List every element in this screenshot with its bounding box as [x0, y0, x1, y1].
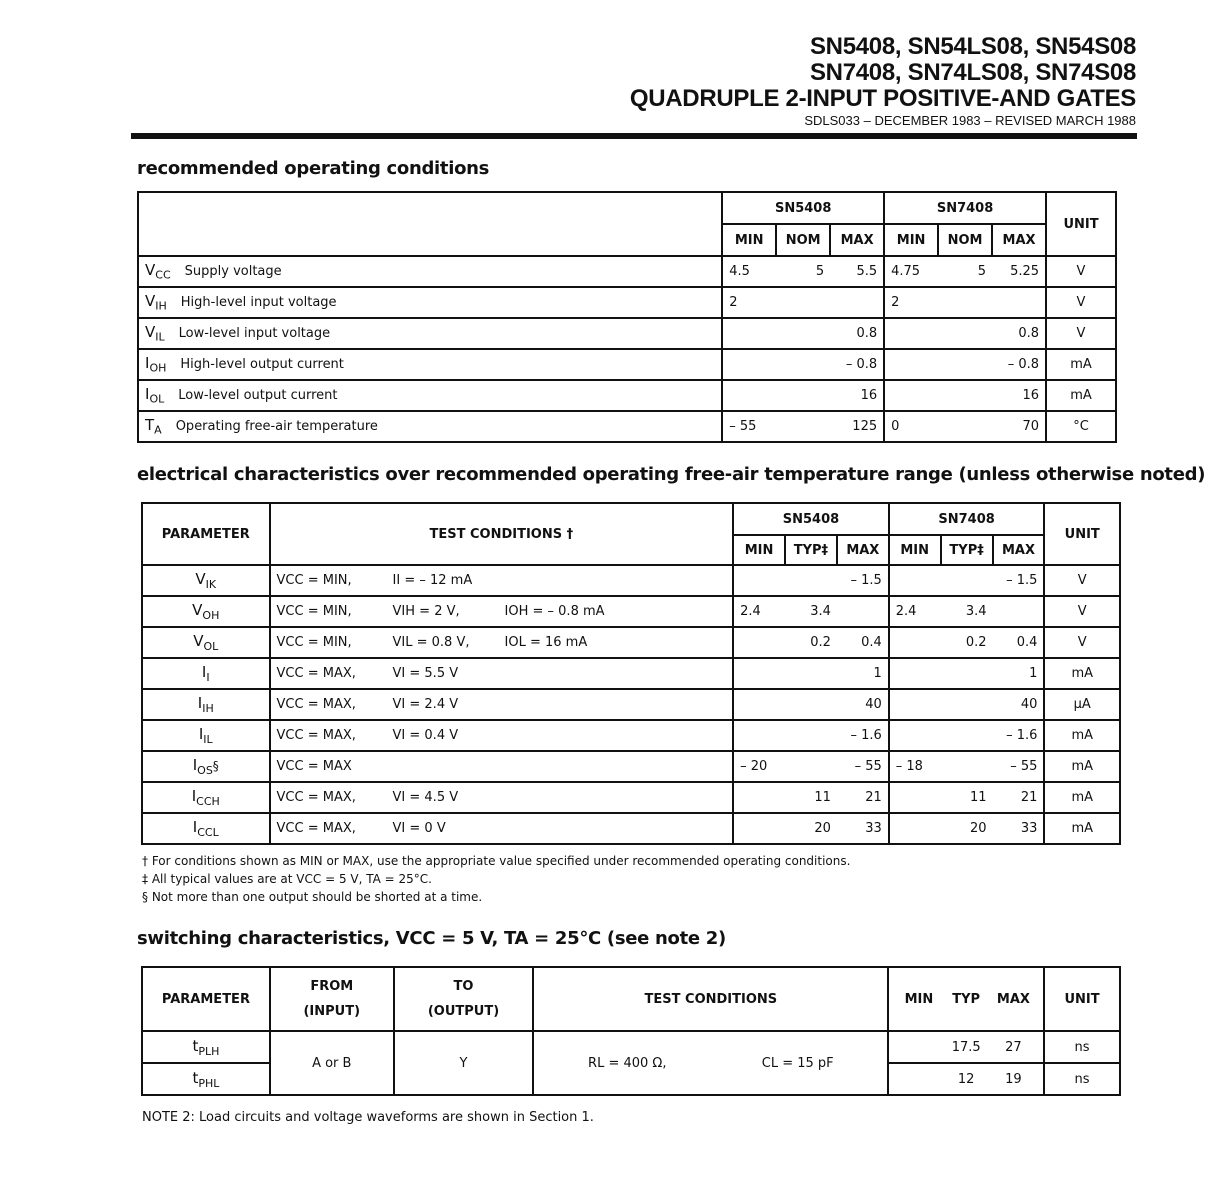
roc-value [830, 287, 884, 318]
ec-symbol: I [201, 663, 207, 681]
roc-value [938, 380, 992, 411]
ec-test-conditions-cell [270, 720, 734, 751]
ec-test-condition [505, 666, 705, 681]
roc-table [137, 191, 1117, 443]
ec-unit: V [1044, 627, 1120, 658]
ec-test-condition: VCC = MAX, [276, 790, 356, 805]
ec-value: 33 [993, 813, 1045, 844]
ec-value [733, 720, 785, 751]
ec-symbol-sub: OH [202, 609, 220, 622]
roc-value: 2 [722, 287, 776, 318]
ec-test-conditions-row [277, 573, 727, 588]
ec-test-condition [393, 759, 505, 774]
ec-test-conditions-cell [270, 813, 734, 844]
ec-test-condition [505, 790, 705, 805]
ec-unit: V [1044, 565, 1120, 596]
ec-test-conditions-row [277, 821, 727, 836]
roc-value [884, 349, 938, 380]
roc-symbol: I [145, 385, 150, 404]
roc-value: 70 [992, 411, 1046, 442]
roc-device2-header: SN7408 [884, 192, 1046, 224]
roc-parameter-cell [138, 318, 722, 349]
sw-to-label: TO [453, 979, 474, 994]
ec-symbol-sub: IH [202, 702, 214, 715]
ec-unit: mA [1044, 813, 1120, 844]
ec-test-condition: VCC = MAX, [276, 728, 356, 743]
roc-value: – 0.8 [992, 349, 1046, 380]
ec-symbol: V [192, 601, 203, 619]
ec-value [941, 689, 993, 720]
ec-unit: mA [1044, 720, 1120, 751]
ec-value: 0.4 [993, 627, 1045, 658]
sw-minmax-header [888, 967, 1044, 1031]
ec-test-condition: II = – 12 mA [392, 573, 473, 588]
table-row [142, 751, 1120, 782]
ec-symbol-sub: OS [197, 764, 213, 777]
roc-description: Operating free-air temperature [175, 419, 378, 435]
sw-unit-tphl: ns [1044, 1063, 1120, 1095]
ec-test-condition: IOH = – 0.8 mA [504, 604, 605, 619]
sw-param-tplh: $t_{PLH}$ [142, 1031, 270, 1063]
roc-value [722, 380, 776, 411]
roc-value: 4.5 [722, 256, 776, 287]
ec-test-condition: VIL = 0.8 V, [392, 635, 470, 650]
roc-value: 125 [830, 411, 884, 442]
footnote-section: § Not more than one output should be shorted at a time. [142, 890, 483, 904]
ec-parameter-cell [142, 565, 270, 596]
table-row [138, 318, 1116, 349]
table-row [142, 813, 1120, 844]
ec-test-condition [505, 759, 705, 774]
ec-parameter-cell [142, 782, 270, 813]
sw-parameter-header: PARAMETER [142, 967, 270, 1031]
ec-value: 21 [993, 782, 1045, 813]
ec-symbol-sub: CCH [196, 795, 220, 808]
ec-footnotes [142, 852, 850, 906]
ec-parameter-cell [142, 720, 270, 751]
roc-title: recommended operating conditions [137, 158, 490, 179]
table-row [142, 596, 1120, 627]
roc-value: 4.75 [884, 256, 938, 287]
roc-device1-header: SN5408 [722, 192, 884, 224]
roc-description: High-level output current [180, 357, 344, 373]
roc-description: Supply voltage [184, 264, 282, 280]
table-row [138, 287, 1116, 318]
roc-value [776, 411, 830, 442]
sw-title: switching characteristics, VCC = 5 V, TA = 25°C (see note 2) [137, 928, 726, 949]
roc-value: 0.8 [992, 318, 1046, 349]
ec-value: 33 [837, 813, 889, 844]
roc-col-1-2: MAX [830, 224, 884, 256]
ec-value: – 1.6 [993, 720, 1045, 751]
roc-parameter-cell [138, 411, 722, 442]
note-2: NOTE 2: Load circuits and voltage waveforms are shown in Section 1. [142, 1110, 594, 1125]
ec-value [785, 720, 837, 751]
ec-test-conditions-cell [270, 689, 734, 720]
footnote-double-dagger: ‡ All typical values are at VCC = 5 V, TA = 25°C. [142, 872, 432, 886]
ec-test-condition [505, 728, 705, 743]
roc-value: 16 [830, 380, 884, 411]
ec-col-1-1: TYP‡ [785, 535, 837, 565]
table-row [138, 349, 1116, 380]
document-header [630, 34, 1136, 128]
ec-col-2-2: MAX [993, 535, 1045, 565]
ec-value [889, 565, 941, 596]
ec-value: 0.2 [785, 627, 837, 658]
ec-symbol: I [197, 694, 203, 712]
ec-test-condition: IOL = 16 mA [504, 635, 588, 650]
ec-unit: mA [1044, 751, 1120, 782]
sw-test-conditions-value [533, 1031, 888, 1095]
roc-value: – 55 [722, 411, 776, 442]
roc-value [776, 380, 830, 411]
ec-symbol: I [192, 818, 198, 836]
sw-from-header [270, 967, 394, 1031]
ec-value: 11 [785, 782, 837, 813]
roc-value [776, 349, 830, 380]
roc-parameter-cell [138, 287, 722, 318]
ec-test-condition: VCC = MIN, [276, 573, 352, 588]
roc-symbol-sub: IH [155, 299, 167, 313]
sw-to-header [394, 967, 534, 1031]
ec-test-conditions-cell [270, 596, 734, 627]
roc-description: Low-level input voltage [178, 326, 331, 342]
ec-value [785, 751, 837, 782]
roc-col-2-2: MAX [992, 224, 1046, 256]
roc-parameter-cell [138, 256, 722, 287]
ec-test-conditions-cell [270, 782, 734, 813]
ec-test-condition: VI = 0 V [392, 821, 446, 836]
roc-col-2-0: MIN [884, 224, 938, 256]
ec-test-condition: VCC = MAX, [276, 697, 356, 712]
roc-value [938, 318, 992, 349]
ec-test-condition: VCC = MIN, [276, 604, 352, 619]
sw-test-conditions-header: TEST CONDITIONS [533, 967, 888, 1031]
ec-unit-header: UNIT [1044, 503, 1120, 565]
ec-value: 21 [837, 782, 889, 813]
sw-values-tphl: 12 19 [888, 1063, 1044, 1095]
ec-value [941, 565, 993, 596]
ec-value [837, 596, 889, 627]
document-reference: SDLS033 – DECEMBER 1983 – REVISED MARCH 1988 [804, 113, 1136, 128]
ec-value: – 55 [993, 751, 1045, 782]
ec-value: – 20 [733, 751, 785, 782]
sw-from-label: FROM [310, 979, 354, 994]
ec-test-conditions-row [277, 697, 727, 712]
roc-col-1-0: MIN [722, 224, 776, 256]
roc-symbol-sub: CC [155, 268, 171, 282]
ec-title: electrical characteristics over recommended operating free-air temperature range (unless otherwise noted) [137, 464, 1206, 485]
ec-value: 0.4 [837, 627, 889, 658]
roc-symbol-sub: OH [149, 361, 167, 375]
roc-value: 16 [992, 380, 1046, 411]
ec-device1-header: SN5408 [733, 503, 889, 535]
ec-value [941, 751, 993, 782]
ec-value [733, 627, 785, 658]
ec-value [733, 565, 785, 596]
ec-symbol-mark: § [212, 759, 219, 773]
ec-test-condition: VCC = MAX [276, 759, 352, 774]
ec-col-2-0: MIN [889, 535, 941, 565]
ec-test-condition: VI = 2.4 V [392, 697, 459, 712]
roc-value: 0 [884, 411, 938, 442]
ec-test-condition: VI = 5.5 V [392, 666, 459, 681]
ec-symbol: V [195, 570, 206, 588]
ec-test-conditions-cell [270, 565, 734, 596]
roc-symbol-sub: IL [155, 330, 165, 344]
roc-value: 2 [884, 287, 938, 318]
ec-value [733, 782, 785, 813]
ec-value [733, 689, 785, 720]
roc-unit: V [1046, 287, 1116, 318]
ec-value: 2.4 [889, 596, 941, 627]
roc-value: 5 [776, 256, 830, 287]
table-row [142, 565, 1120, 596]
ec-value: 3.4 [941, 596, 993, 627]
roc-blank-header [138, 192, 722, 256]
ec-value [785, 565, 837, 596]
ec-value [889, 813, 941, 844]
ec-value: 1 [993, 658, 1045, 689]
ec-test-condition [505, 697, 705, 712]
ec-symbol: V [193, 632, 204, 650]
ec-test-condition: VI = 4.5 V [392, 790, 459, 805]
ec-test-condition [505, 821, 705, 836]
ec-col-1-0: MIN [733, 535, 785, 565]
sw-tc-rl: RL = 400 Ω, [588, 1055, 667, 1071]
ec-value: – 1.5 [837, 565, 889, 596]
roc-description: High-level input voltage [180, 295, 337, 311]
ec-parameter-cell [142, 813, 270, 844]
ec-test-conditions-cell [270, 751, 734, 782]
ec-parameter-header: PARAMETER [142, 503, 270, 565]
roc-description: Low-level output current [178, 388, 338, 404]
header-rule [131, 133, 1137, 139]
ec-value [733, 813, 785, 844]
ec-value: 20 [785, 813, 837, 844]
ec-value: 2.4 [733, 596, 785, 627]
ec-unit: mA [1044, 782, 1120, 813]
ec-test-conditions-cell [270, 658, 734, 689]
table-row [142, 720, 1120, 751]
ec-unit: V [1044, 596, 1120, 627]
ec-value [785, 658, 837, 689]
ec-value: 20 [941, 813, 993, 844]
ec-value: 3.4 [785, 596, 837, 627]
ec-test-conditions-row [277, 666, 727, 681]
roc-value [938, 349, 992, 380]
ec-value: – 18 [889, 751, 941, 782]
ec-symbol-sub: CCL [197, 826, 219, 839]
ec-value: 40 [837, 689, 889, 720]
table-row [138, 380, 1116, 411]
ec-parameter-cell [142, 658, 270, 689]
ec-unit: mA [1044, 658, 1120, 689]
ec-symbol-sub: I [206, 671, 210, 684]
sw-table [141, 966, 1121, 1096]
ec-test-conditions-cell [270, 627, 734, 658]
ec-value [941, 658, 993, 689]
part-numbers-line-1: SN5408, SN54LS08, SN54S08 [809, 33, 1136, 60]
ec-value: 40 [993, 689, 1045, 720]
ec-test-condition: VCC = MAX, [276, 821, 356, 836]
roc-value [722, 349, 776, 380]
roc-value [938, 411, 992, 442]
ec-test-conditions-header: TEST CONDITIONS † [270, 503, 734, 565]
sw-unit-header: UNIT [1044, 967, 1120, 1031]
sw-col-typ: TYP [952, 991, 981, 1007]
roc-value: 5 [938, 256, 992, 287]
table-row [142, 658, 1120, 689]
ec-symbol-sub: OL [203, 640, 219, 653]
sw-param-tphl: $t_{PHL}$ [142, 1063, 270, 1095]
ec-test-condition: VCC = MIN, [276, 635, 352, 650]
ec-test-condition: VI = 0.4 V [392, 728, 459, 743]
roc-symbol-sub: OL [149, 392, 165, 406]
ec-value [889, 658, 941, 689]
footnote-dagger: † For conditions shown as MIN or MAX, use the appropriate value specified under recommended operating conditions. [142, 854, 851, 868]
ec-parameter-cell [142, 689, 270, 720]
ec-test-condition [505, 573, 705, 588]
ec-value: 1 [837, 658, 889, 689]
ec-value: – 55 [837, 751, 889, 782]
ec-symbol-sub: IK [205, 578, 217, 591]
ec-test-conditions-row [277, 635, 727, 650]
ec-symbol: I [191, 787, 197, 805]
table-row [138, 411, 1116, 442]
ec-device2-header: SN7408 [889, 503, 1045, 535]
roc-value [884, 318, 938, 349]
ec-parameter-cell [142, 627, 270, 658]
ec-value [785, 689, 837, 720]
roc-value: 0.8 [830, 318, 884, 349]
roc-parameter-cell [138, 349, 722, 380]
sw-values-tplh: 17.5 27 [888, 1031, 1044, 1063]
ec-table [141, 502, 1121, 845]
table-row [142, 627, 1120, 658]
roc-value [992, 287, 1046, 318]
sw-unit-tplh: ns [1044, 1031, 1120, 1063]
table-row [142, 782, 1120, 813]
roc-symbol-sub: A [154, 423, 162, 437]
roc-symbol: I [145, 354, 150, 373]
ec-symbol: I [198, 725, 204, 743]
ec-symbol: I [192, 756, 198, 774]
part-numbers-line-2: SN7408, SN74LS08, SN74S08 [809, 59, 1136, 86]
ec-test-condition: VCC = MAX, [276, 666, 356, 681]
ec-value [733, 658, 785, 689]
ec-unit: μA [1044, 689, 1120, 720]
table-row [138, 256, 1116, 287]
roc-unit: V [1046, 256, 1116, 287]
ec-value [889, 627, 941, 658]
roc-unit: V [1046, 318, 1116, 349]
roc-symbol: T [145, 416, 155, 435]
ec-test-condition: VIH = 2 V, [392, 604, 460, 619]
ec-value [889, 720, 941, 751]
roc-unit: mA [1046, 349, 1116, 380]
ec-value: 0.2 [941, 627, 993, 658]
ec-test-conditions-row [277, 759, 727, 774]
ec-parameter-cell [142, 596, 270, 627]
ec-col-1-2: MAX [837, 535, 889, 565]
roc-unit-header: UNIT [1046, 192, 1116, 256]
roc-symbol: V [145, 261, 156, 280]
sw-to-value: Y [394, 1031, 534, 1095]
ec-col-2-1: TYP‡ [941, 535, 993, 565]
sw-from-value: A or B [270, 1031, 394, 1095]
table-row [142, 689, 1120, 720]
sw-from-sub: (INPUT) [303, 1004, 361, 1019]
ec-value: 11 [941, 782, 993, 813]
roc-value [722, 318, 776, 349]
ec-value [941, 720, 993, 751]
roc-col-1-1: NOM [776, 224, 830, 256]
ec-parameter-cell [142, 751, 270, 782]
roc-value [776, 287, 830, 318]
ec-value: – 1.5 [993, 565, 1045, 596]
ec-test-conditions-row [277, 790, 727, 805]
sw-tc-cl: CL = 15 pF [761, 1055, 834, 1071]
sw-col-min: MIN [904, 991, 934, 1007]
ec-value [889, 782, 941, 813]
roc-value: – 0.8 [830, 349, 884, 380]
roc-unit: °C [1046, 411, 1116, 442]
roc-col-2-1: NOM [938, 224, 992, 256]
ec-value: – 1.6 [837, 720, 889, 751]
sw-col-max: MAX [996, 991, 1030, 1007]
roc-unit: mA [1046, 380, 1116, 411]
ec-symbol-sub: IL [203, 733, 213, 746]
ec-test-conditions-row [277, 728, 727, 743]
roc-parameter-cell [138, 380, 722, 411]
roc-value: 5.5 [830, 256, 884, 287]
device-title: QUADRUPLE 2-INPUT POSITIVE-AND GATES [629, 85, 1136, 112]
ec-value [889, 689, 941, 720]
roc-value [938, 287, 992, 318]
roc-symbol: V [145, 323, 156, 342]
roc-value: 5.25 [992, 256, 1046, 287]
ec-value [993, 596, 1045, 627]
ec-test-conditions-row [277, 604, 727, 619]
roc-symbol: V [145, 292, 156, 311]
roc-value [776, 318, 830, 349]
roc-value [884, 380, 938, 411]
sw-to-sub: (OUTPUT) [427, 1004, 500, 1019]
